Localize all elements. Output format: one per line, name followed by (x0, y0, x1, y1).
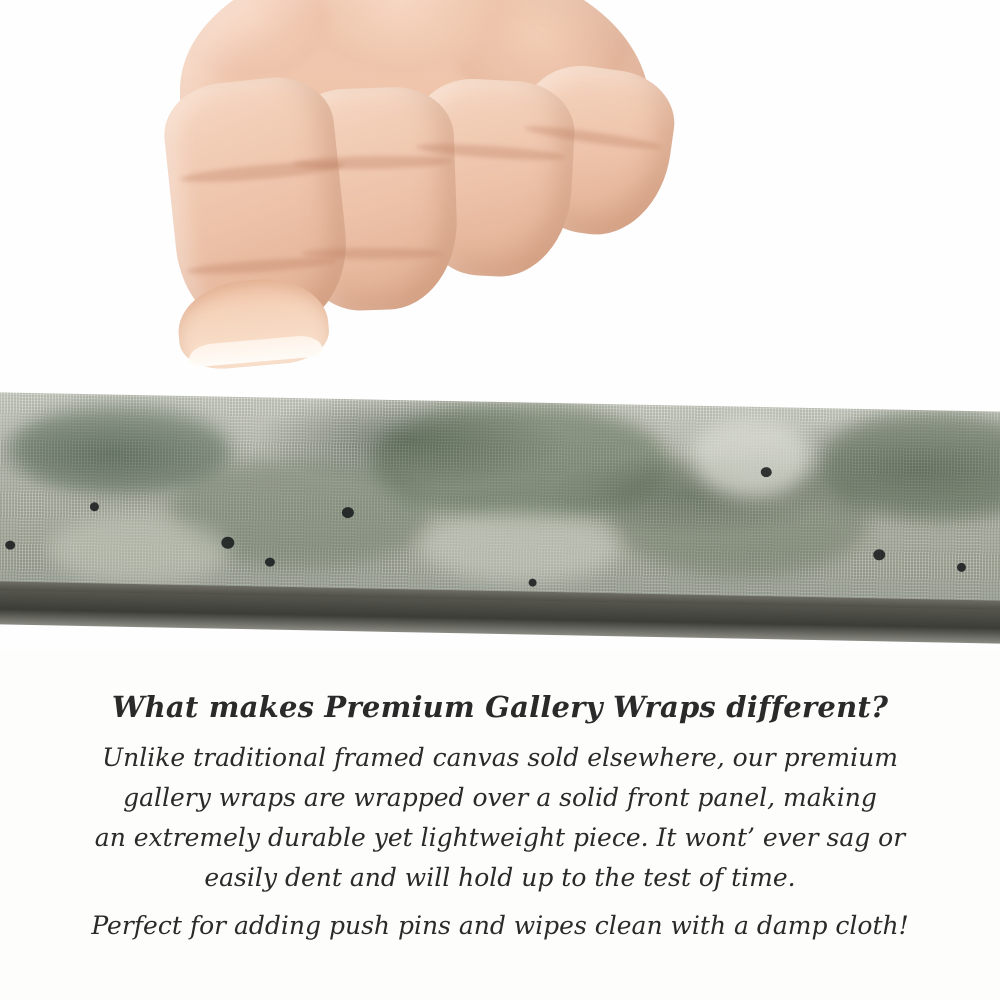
hand-illustration (120, 0, 680, 430)
canvas-speckle (265, 557, 275, 566)
caption-closing-line: Perfect for adding push pins and wipes clean with a damp cloth! (91, 911, 909, 940)
canvas-speckle (5, 541, 15, 550)
knuckle-crease (302, 248, 442, 259)
caption-line: gallery wraps are wrapped over a solid front panel, making (123, 783, 877, 812)
caption-title: What makes Premium Gallery Wraps different? (111, 690, 889, 724)
canvas-wrap-edge (0, 392, 1000, 627)
caption-line: Unlike traditional framed canvas sold elsewhere, our premium (102, 743, 898, 772)
caption-line: an extremely durable yet lightweight piece. It wont’ ever sag or (94, 823, 906, 852)
caption-block (0, 690, 1000, 946)
caption-line: easily dent and will hold up to the test of time. (204, 863, 796, 892)
